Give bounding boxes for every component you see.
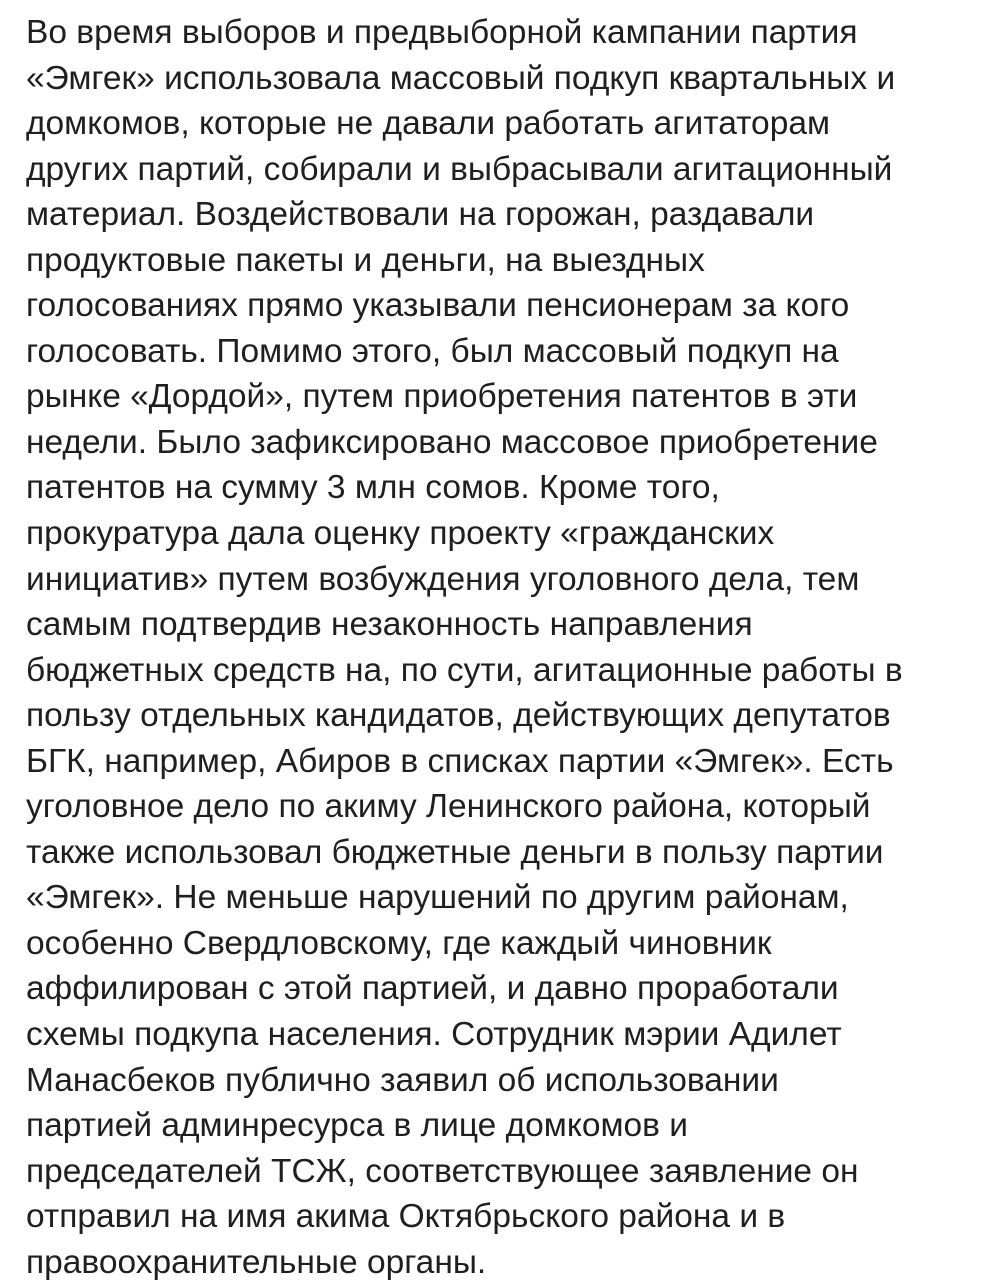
text-line: бюджетных средств на, по сути, агитационные работы в xyxy=(26,651,903,689)
text-line: также использовал бюджетные деньги в пользу партии xyxy=(26,833,884,871)
text-line: пользу отдельных кандидатов, действующих депутатов xyxy=(26,697,891,735)
text-line: голосованиях прямо указывали пенсионерам за кого xyxy=(26,287,850,325)
text-line: правоохранительные органы. xyxy=(26,1243,487,1281)
text-line: прокуратура дала оценку проекту «гражданских xyxy=(26,515,775,553)
text-line: других партий, собирали и выбрасывали агитационный xyxy=(26,150,893,188)
text-line: материал. Воздействовали на горожан, раздавали xyxy=(26,196,815,234)
text-line: аффилирован с этой партией, и давно проработали xyxy=(26,970,839,1008)
text-line: рынке «Дордой», путем приобретения патентов в эти xyxy=(26,378,858,416)
text-line: партией админресурса в лице домкомов и xyxy=(26,1107,688,1145)
text-line: «Эмгек». Не меньше нарушений по другим районам, xyxy=(26,879,849,917)
text-line: патентов на сумму 3 млн сомов. Кроме того, xyxy=(26,469,720,507)
text-line: схемы подкупа населения. Сотрудник мэрии Адилет xyxy=(26,1016,842,1054)
text-line: голосовать. Помимо этого, был массовый подкуп на xyxy=(26,332,839,370)
post-text-body xyxy=(26,10,986,1285)
text-line: отправил на имя акима Октябрьского района и в xyxy=(26,1198,786,1236)
text-line: продуктовые пакеты и деньги, на выездных xyxy=(26,241,705,279)
text-line: недели. Было зафиксировано массовое приобретение xyxy=(26,423,878,461)
text-line: инициатив» путем возбуждения уголовного дела, тем xyxy=(26,560,860,598)
text-line: уголовное дело по акиму Ленинского района, который xyxy=(26,788,871,826)
text-line: домкомов, которые не давали работать агитаторам xyxy=(26,105,830,143)
text-line: особенно Свердловскому, где каждый чиновник xyxy=(26,924,772,962)
text-line: Во время выборов и предвыборной кампании партия xyxy=(26,14,858,51)
text-line: БГК, например, Абиров в списках партии «Эмгек». Есть xyxy=(26,742,894,780)
text-line: председателей ТСЖ, соответствующее заявление он xyxy=(26,1152,859,1190)
text-line: «Эмгек» использовала массовый подкуп квартальных и xyxy=(26,59,896,97)
text-line: самым подтвердив незаконность направления xyxy=(26,606,753,644)
text-line: Манасбеков публично заявил об использовании xyxy=(26,1061,779,1099)
